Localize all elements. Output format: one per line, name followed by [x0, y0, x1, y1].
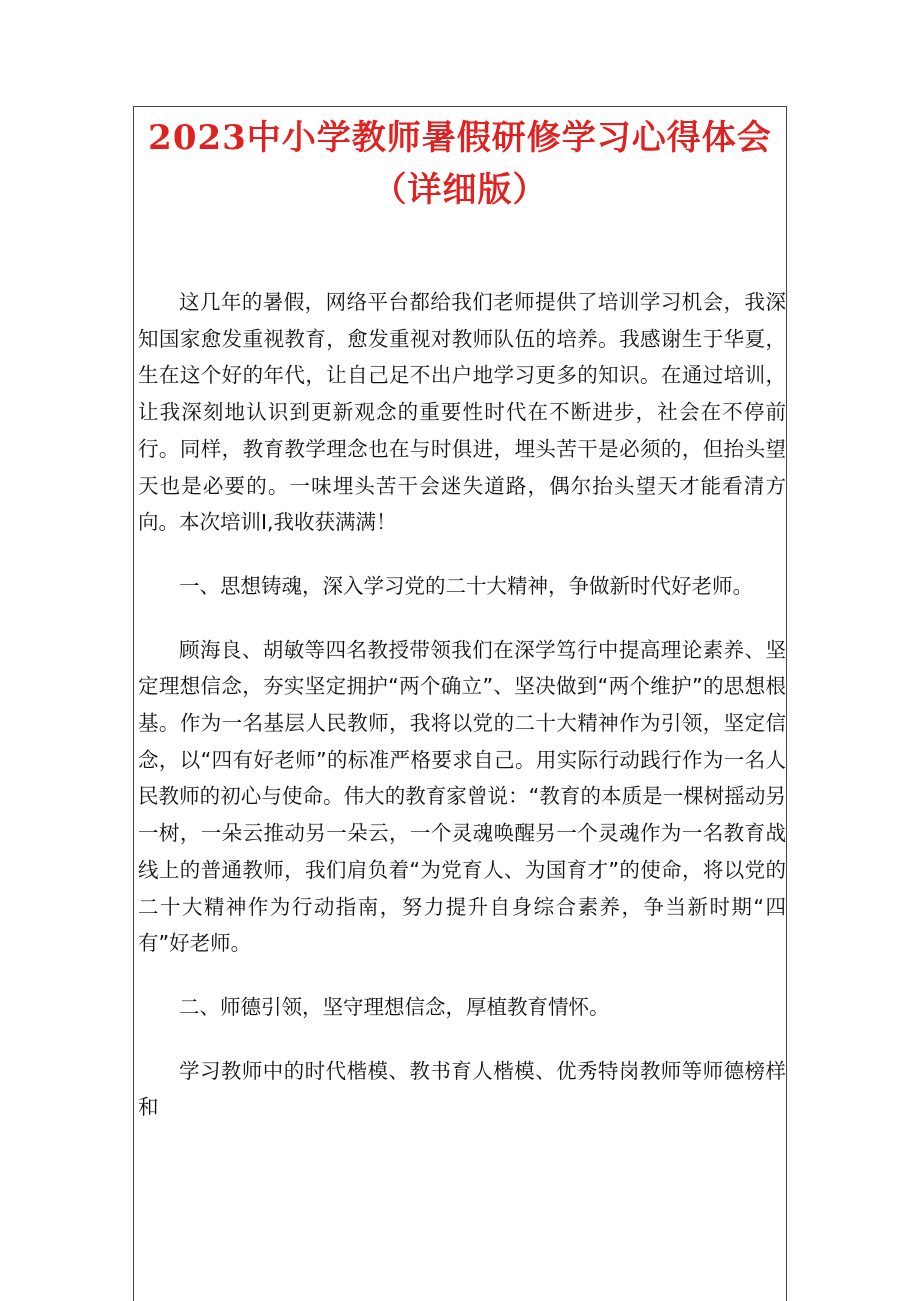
paragraph-section-1: 顾海良、胡敏等四名教授带领我们在深学笃行中提高理论素养、坚定理想信念，夯实坚定拥护“两个确立”、坚决做到“两个维护”的思想根基。作为一名基层人民教师，我将以党的二十大精神作为引领，坚定信念，以“四有好老师”的标准严格要求自己。用实际行动践行作为一名人民教师的初心与使命。伟大的教育家曾说：“教育的本质是一棵树摇动另一树，一朵云推动另一朵云，一个灵魂唤醒另一个灵魂作为一名教育战线上的普通教师，我们肩负着“为党育人、为国育才”的使命，将以党的二十大精神作为行动指南，努力提升自身综合素养，争当新时期“四有”好老师。 — [138, 637, 786, 956]
title-line-2: （详细版） — [372, 170, 548, 210]
paragraph-intro: 这几年的暑假，网络平台都给我们老师提供了培训学习机会，我深知国家愈发重视教育，愈发重视对教师队伍的培养。我感谢生于华夏，生在这个好的年代，让自己足不出户地学习更多的知识。在通过培训，让我深刻地认识到更新观念的重要性时代在不断进步，社会在不停前行。同样，教育教学理念也在与时俱进，埋头苦干是必须的，但抬头望天也是必要的。一味埋头苦干会迷失道路，偶尔抬头望天才能看清方向。本次培训I,我收获满满！ — [138, 290, 786, 535]
document-title — [133, 112, 787, 216]
paragraph-section-2: 学习教师中的时代楷模、教书育人楷模、优秀特岗教师等师德榜样和 — [138, 1058, 786, 1120]
section-heading-1: 一、思想铸魂，深入学习党的二十大精神，争做新时代好老师。 — [179, 573, 753, 598]
title-line-1: 2023中小学教师暑假研修学习心得体会 — [148, 118, 772, 158]
section-heading-2: 二、师德引领，坚守理想信念，厚植教育情怀。 — [179, 994, 610, 1019]
document-body — [138, 284, 786, 1153]
